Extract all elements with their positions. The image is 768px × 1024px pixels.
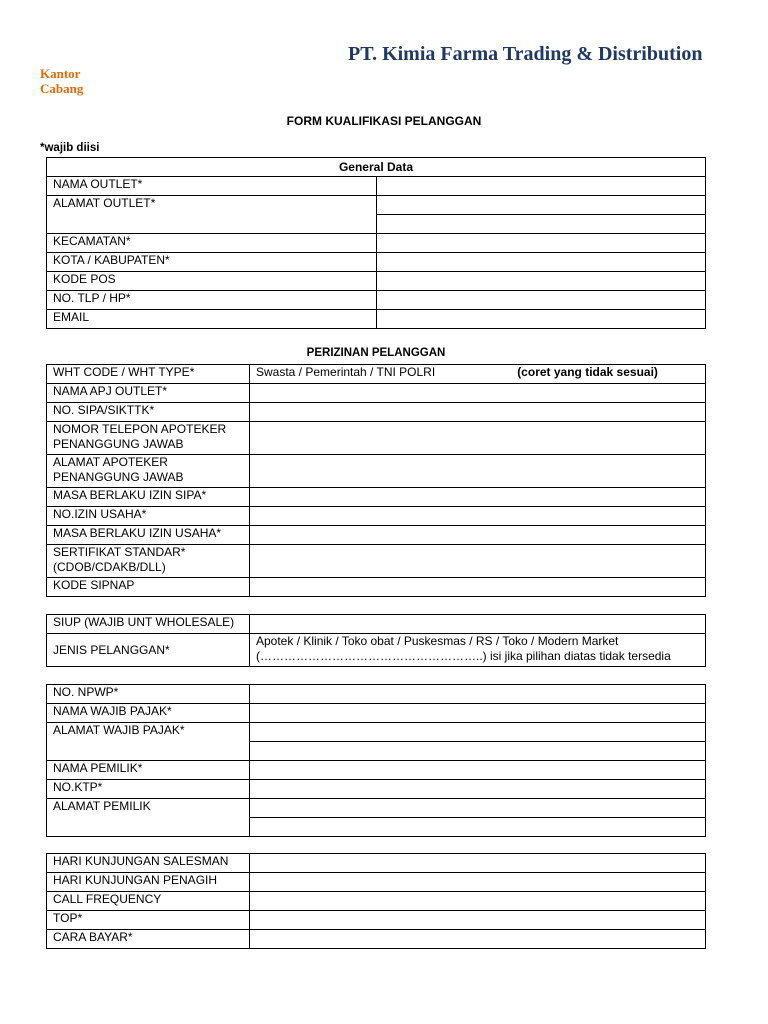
field-email[interactable] — [376, 310, 706, 329]
field-hari-penagih[interactable] — [250, 873, 706, 892]
pajak-table — [46, 684, 706, 837]
field-top[interactable] — [250, 911, 706, 930]
field-alamat-wajib-pajak-1[interactable] — [250, 723, 706, 742]
field-alamat-pemilik-2[interactable] — [250, 818, 706, 837]
field-alamat-pemilik-1[interactable] — [250, 799, 706, 818]
general-data-table — [46, 157, 706, 329]
wht-note: (coret yang tidak sesuai) — [517, 365, 658, 379]
label-apj: NAMA APJ OUTLET* — [47, 384, 250, 403]
field-siup[interactable] — [250, 615, 706, 634]
label-sertifikat — [47, 545, 250, 578]
label-masa-sipa: MASA BERLAKU IZIN SIPA* — [47, 488, 250, 507]
label-alamat-pemilik: ALAMAT PEMILIK — [47, 799, 250, 837]
label-jenis-pelanggan: JENIS PELANGGAN* — [47, 634, 250, 667]
field-kecamatan[interactable] — [376, 234, 706, 253]
jenis-options-line2: (………………………………………………..) isi jika pilihan diatas tidak tersedia — [256, 649, 671, 663]
field-npwp[interactable] — [250, 685, 706, 704]
label-email: EMAIL — [47, 310, 377, 329]
jenis-pelanggan-table — [46, 614, 706, 667]
label-tlp: NO. TLP / HP* — [47, 291, 377, 310]
label-izin-usaha: NO.IZIN USAHA* — [47, 507, 250, 526]
field-sertifikat[interactable] — [250, 545, 706, 578]
cabang-line: Cabang — [40, 81, 84, 96]
label-nama-wajib-pajak: NAMA WAJIB PAJAK* — [47, 704, 250, 723]
field-jenis-pelanggan[interactable] — [250, 634, 706, 667]
label-sipa: NO. SIPA/SIKTTK* — [47, 403, 250, 422]
tlp-apoteker-line2: PENANGGUNG JAWAB — [53, 437, 184, 451]
field-alamat-outlet-2[interactable] — [376, 215, 706, 234]
field-sipa[interactable] — [250, 403, 706, 422]
general-data-title: General Data — [47, 158, 706, 177]
perizinan-title: PERIZINAN PELANGGAN — [306, 347, 446, 359]
label-nama-outlet: NAMA OUTLET* — [47, 177, 377, 196]
label-alamat-outlet: ALAMAT OUTLET* — [47, 196, 377, 234]
field-alamat-apoteker[interactable] — [250, 455, 706, 488]
label-alamat-wajib-pajak: ALAMAT WAJIB PAJAK* — [47, 723, 250, 761]
kantor-line: Kantor — [40, 66, 81, 81]
field-nama-wajib-pajak[interactable] — [250, 704, 706, 723]
wht-options: Swasta / Pemerintah / TNI POLRI — [256, 365, 436, 379]
field-tlp-apoteker[interactable] — [250, 422, 706, 455]
form-title: FORM KUALIFIKASI PELANGGAN — [286, 114, 482, 128]
branch-office-label — [40, 66, 83, 96]
field-apj[interactable] — [250, 384, 706, 403]
label-hari-penagih: HARI KUNJUNGAN PENAGIH — [47, 873, 250, 892]
field-kota[interactable] — [376, 253, 706, 272]
field-masa-sipa[interactable] — [250, 488, 706, 507]
field-sipnap[interactable] — [250, 578, 706, 597]
company-name: PT. Kimia Farma Trading & Distribution — [348, 43, 703, 65]
label-masa-izin-usaha: MASA BERLAKU IZIN USAHA* — [47, 526, 250, 545]
label-kode-pos: KODE POS — [47, 272, 377, 291]
required-note: *wajib diisi — [40, 142, 100, 154]
label-tlp-apoteker — [47, 422, 250, 455]
label-alamat-apoteker — [47, 455, 250, 488]
field-ktp[interactable] — [250, 780, 706, 799]
label-call-frequency: CALL FREQUENCY — [47, 892, 250, 911]
field-alamat-outlet-1[interactable] — [376, 196, 706, 215]
label-kecamatan: KECAMATAN* — [47, 234, 377, 253]
alamat-apoteker-line1: ALAMAT APOTEKER — [53, 455, 168, 469]
field-masa-izin-usaha[interactable] — [250, 526, 706, 545]
field-hari-salesman[interactable] — [250, 854, 706, 873]
alamat-apoteker-line2: PENANGGUNG JAWAB — [53, 470, 184, 484]
field-kode-pos[interactable] — [376, 272, 706, 291]
field-call-frequency[interactable] — [250, 892, 706, 911]
label-kota: KOTA / KABUPATEN* — [47, 253, 377, 272]
field-nama-outlet[interactable] — [376, 177, 706, 196]
tlp-apoteker-line1: NOMOR TELEPON APOTEKER — [53, 422, 227, 436]
kunjungan-table — [46, 853, 706, 949]
label-siup: SIUP (WAJIB UNT WHOLESALE) — [47, 615, 250, 634]
sertifikat-line2: (CDOB/CDAKB/DLL) — [53, 560, 166, 574]
jenis-options-line1: Apotek / Klinik / Toko obat / Puskesmas / RS / Toko / Modern Market — [256, 634, 619, 648]
label-wht: WHT CODE / WHT TYPE* — [47, 365, 250, 384]
sertifikat-line1: SERTIFIKAT STANDAR* — [53, 545, 186, 559]
label-hari-salesman: HARI KUNJUNGAN SALESMAN — [47, 854, 250, 873]
field-wht[interactable] — [250, 365, 706, 384]
label-cara-bayar: CARA BAYAR* — [47, 930, 250, 949]
label-ktp: NO.KTP* — [47, 780, 250, 799]
label-sipnap: KODE SIPNAP — [47, 578, 250, 597]
label-top: TOP* — [47, 911, 250, 930]
label-nama-pemilik: NAMA PEMILIK* — [47, 761, 250, 780]
perizinan-table — [46, 364, 706, 597]
field-alamat-wajib-pajak-2[interactable] — [250, 742, 706, 761]
field-nama-pemilik[interactable] — [250, 761, 706, 780]
field-cara-bayar[interactable] — [250, 930, 706, 949]
field-izin-usaha[interactable] — [250, 507, 706, 526]
field-tlp[interactable] — [376, 291, 706, 310]
label-npwp: NO. NPWP* — [47, 685, 250, 704]
